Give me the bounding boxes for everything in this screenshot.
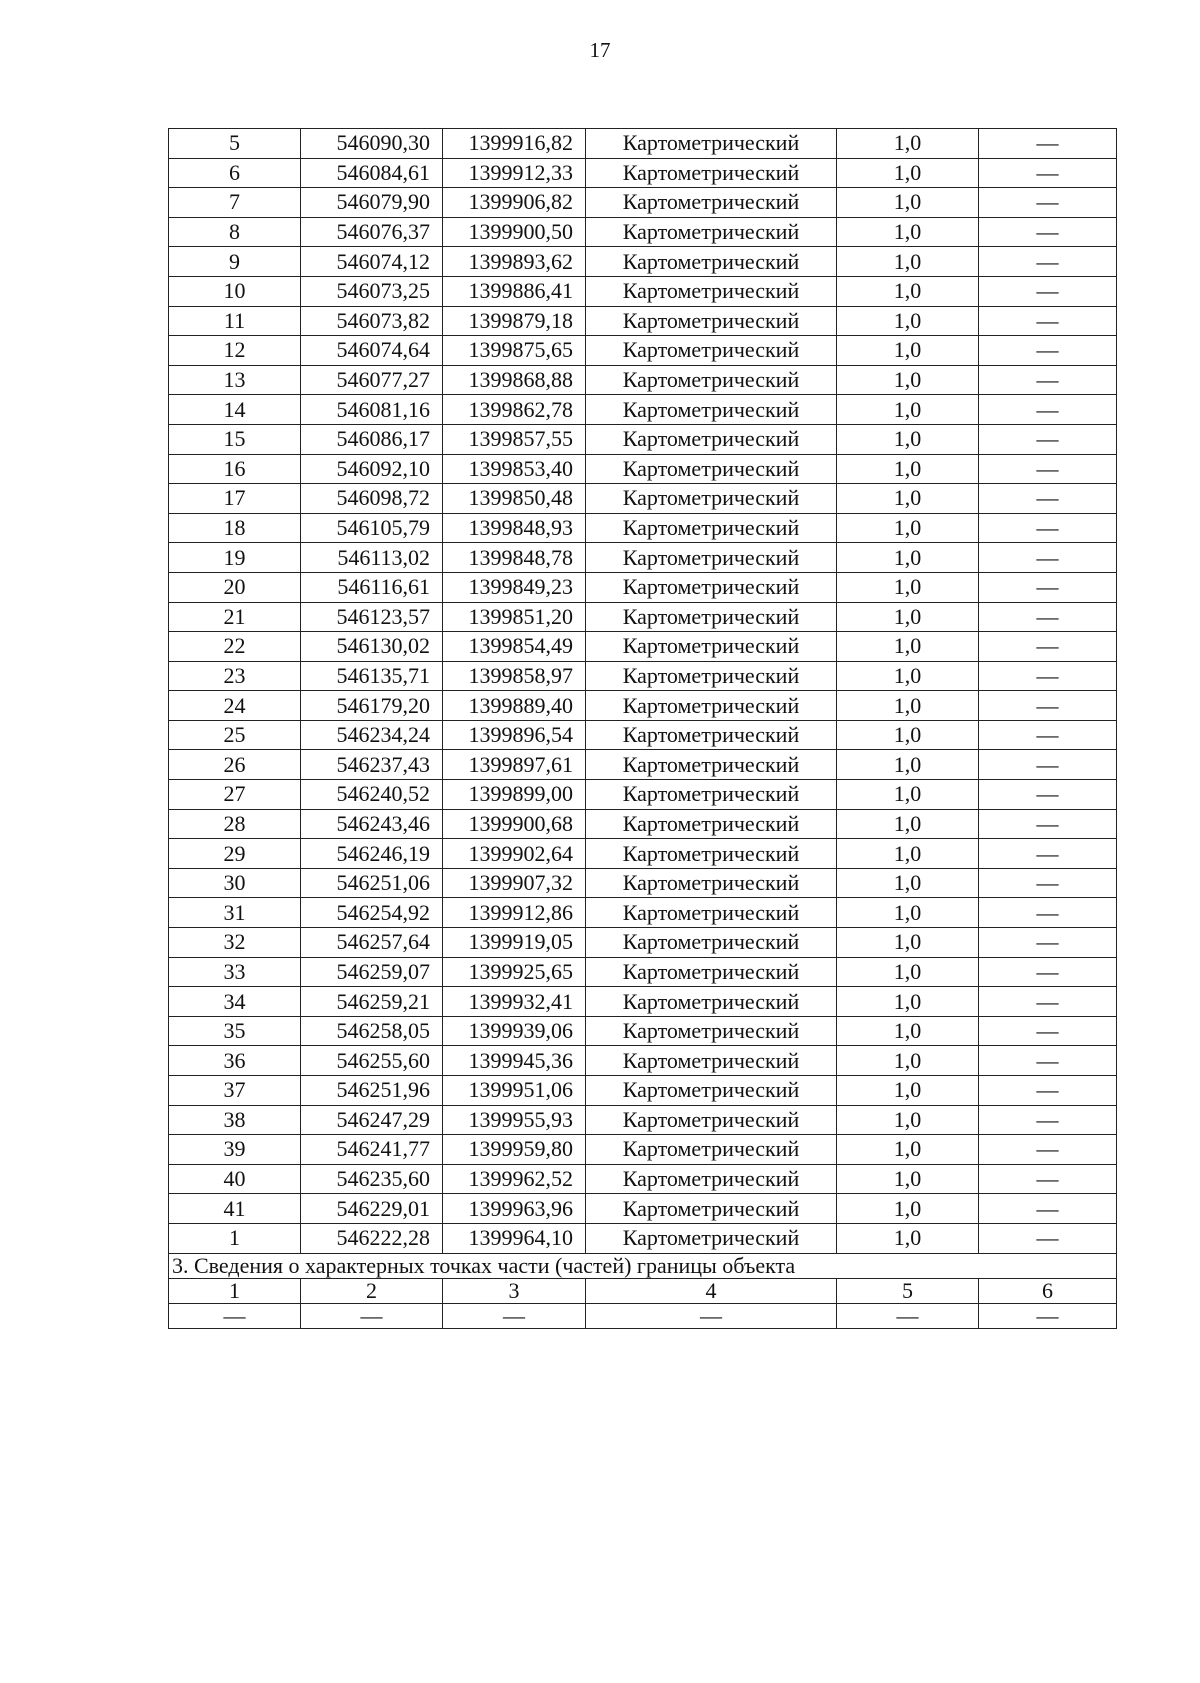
- method-cell: Картометрический: [586, 572, 837, 602]
- x-coordinate-cell: 546077,27: [301, 365, 443, 395]
- note-cell: —: [979, 217, 1117, 247]
- y-coordinate-cell: 1399893,62: [443, 247, 586, 277]
- accuracy-cell: 1,0: [837, 661, 979, 691]
- point-number-cell: 19: [169, 543, 301, 573]
- point-number-cell: 21: [169, 602, 301, 632]
- x-coordinate-cell: 546254,92: [301, 898, 443, 928]
- y-coordinate-cell: 1399906,82: [443, 188, 586, 218]
- x-coordinate-cell: 546235,60: [301, 1164, 443, 1194]
- y-coordinate-cell: 1399902,64: [443, 839, 586, 869]
- method-cell: Картометрический: [586, 188, 837, 218]
- accuracy-cell: 1,0: [837, 484, 979, 514]
- note-cell: —: [979, 957, 1117, 987]
- point-number-cell: 9: [169, 247, 301, 277]
- y-coordinate-cell: 1399868,88: [443, 365, 586, 395]
- y-coordinate-cell: 1399851,20: [443, 602, 586, 632]
- y-coordinate-cell: 1399886,41: [443, 276, 586, 306]
- point-number-cell: 6: [169, 158, 301, 188]
- table-row: [169, 129, 1117, 159]
- accuracy-cell: 1,0: [837, 691, 979, 721]
- point-number-cell: 34: [169, 987, 301, 1017]
- section-3-header-cell: 2: [301, 1278, 443, 1303]
- accuracy-cell: 1,0: [837, 898, 979, 928]
- y-coordinate-cell: 1399899,00: [443, 780, 586, 810]
- table-row: [169, 868, 1117, 898]
- point-number-cell: 35: [169, 1016, 301, 1046]
- table-row: [169, 188, 1117, 218]
- method-cell: Картометрический: [586, 1164, 837, 1194]
- y-coordinate-cell: 1399854,49: [443, 632, 586, 662]
- table-row: [169, 780, 1117, 810]
- method-cell: Картометрический: [586, 129, 837, 159]
- y-coordinate-cell: 1399900,50: [443, 217, 586, 247]
- x-coordinate-cell: 546081,16: [301, 395, 443, 425]
- note-cell: —: [979, 395, 1117, 425]
- x-coordinate-cell: 546229,01: [301, 1194, 443, 1224]
- note-cell: —: [979, 868, 1117, 898]
- x-coordinate-cell: 546259,21: [301, 987, 443, 1017]
- table-row: [169, 158, 1117, 188]
- point-number-cell: 29: [169, 839, 301, 869]
- y-coordinate-cell: 1399962,52: [443, 1164, 586, 1194]
- table-row: [169, 217, 1117, 247]
- point-number-cell: 15: [169, 424, 301, 454]
- point-number-cell: 11: [169, 306, 301, 336]
- method-cell: Картометрический: [586, 928, 837, 958]
- table-row: [169, 720, 1117, 750]
- point-number-cell: 27: [169, 780, 301, 810]
- x-coordinate-cell: 546130,02: [301, 632, 443, 662]
- method-cell: Картометрический: [586, 217, 837, 247]
- y-coordinate-cell: 1399848,93: [443, 513, 586, 543]
- y-coordinate-cell: 1399849,23: [443, 572, 586, 602]
- point-number-cell: 1: [169, 1223, 301, 1253]
- note-cell: —: [979, 365, 1117, 395]
- x-coordinate-cell: 546243,46: [301, 809, 443, 839]
- point-number-cell: 10: [169, 276, 301, 306]
- point-number-cell: 38: [169, 1105, 301, 1135]
- method-cell: Картометрический: [586, 661, 837, 691]
- y-coordinate-cell: 1399900,68: [443, 809, 586, 839]
- method-cell: Картометрический: [586, 395, 837, 425]
- table-row: [169, 395, 1117, 425]
- method-cell: Картометрический: [586, 987, 837, 1017]
- point-number-cell: 31: [169, 898, 301, 928]
- note-cell: —: [979, 454, 1117, 484]
- point-number-cell: 23: [169, 661, 301, 691]
- x-coordinate-cell: 546246,19: [301, 839, 443, 869]
- table-row: [169, 632, 1117, 662]
- note-cell: —: [979, 1046, 1117, 1076]
- x-coordinate-cell: 546079,90: [301, 188, 443, 218]
- table-row: [169, 1164, 1117, 1194]
- point-number-cell: 33: [169, 957, 301, 987]
- points-table: [168, 128, 1117, 1329]
- section-3-title-row: [169, 1253, 1117, 1278]
- table-row: [169, 987, 1117, 1017]
- method-cell: Картометрический: [586, 513, 837, 543]
- x-coordinate-cell: 546241,77: [301, 1135, 443, 1165]
- section-3-empty-cell: —: [443, 1303, 586, 1328]
- note-cell: —: [979, 691, 1117, 721]
- accuracy-cell: 1,0: [837, 543, 979, 573]
- note-cell: —: [979, 1135, 1117, 1165]
- method-cell: Картометрический: [586, 632, 837, 662]
- note-cell: —: [979, 424, 1117, 454]
- note-cell: —: [979, 750, 1117, 780]
- y-coordinate-cell: 1399963,96: [443, 1194, 586, 1224]
- y-coordinate-cell: 1399853,40: [443, 454, 586, 484]
- note-cell: —: [979, 780, 1117, 810]
- accuracy-cell: 1,0: [837, 928, 979, 958]
- accuracy-cell: 1,0: [837, 276, 979, 306]
- method-cell: Картометрический: [586, 602, 837, 632]
- method-cell: Картометрический: [586, 276, 837, 306]
- page-number: 17: [589, 38, 611, 62]
- accuracy-cell: 1,0: [837, 188, 979, 218]
- note-cell: —: [979, 898, 1117, 928]
- y-coordinate-cell: 1399912,33: [443, 158, 586, 188]
- accuracy-cell: 1,0: [837, 1105, 979, 1135]
- section-3-header-cell: 1: [169, 1278, 301, 1303]
- note-cell: —: [979, 247, 1117, 277]
- point-number-cell: 30: [169, 868, 301, 898]
- x-coordinate-cell: 546135,71: [301, 661, 443, 691]
- table-row: [169, 543, 1117, 573]
- note-cell: —: [979, 188, 1117, 218]
- method-cell: Картометрический: [586, 1223, 837, 1253]
- note-cell: —: [979, 336, 1117, 366]
- method-cell: Картометрический: [586, 306, 837, 336]
- method-cell: Картометрический: [586, 691, 837, 721]
- table-row: [169, 1135, 1117, 1165]
- x-coordinate-cell: 546247,29: [301, 1105, 443, 1135]
- method-cell: Картометрический: [586, 720, 837, 750]
- section-3-header-cell: 6: [979, 1278, 1117, 1303]
- note-cell: —: [979, 1194, 1117, 1224]
- accuracy-cell: 1,0: [837, 809, 979, 839]
- section-3-empty-cell: —: [586, 1303, 837, 1328]
- x-coordinate-cell: 546237,43: [301, 750, 443, 780]
- x-coordinate-cell: 546179,20: [301, 691, 443, 721]
- y-coordinate-cell: 1399916,82: [443, 129, 586, 159]
- points-table-body: [169, 129, 1117, 1254]
- y-coordinate-cell: 1399896,54: [443, 720, 586, 750]
- x-coordinate-cell: 546105,79: [301, 513, 443, 543]
- y-coordinate-cell: 1399955,93: [443, 1105, 586, 1135]
- table-row: [169, 424, 1117, 454]
- accuracy-cell: 1,0: [837, 839, 979, 869]
- method-cell: Картометрический: [586, 1046, 837, 1076]
- x-coordinate-cell: 546240,52: [301, 780, 443, 810]
- accuracy-cell: 1,0: [837, 365, 979, 395]
- note-cell: —: [979, 661, 1117, 691]
- note-cell: —: [979, 572, 1117, 602]
- point-number-cell: 26: [169, 750, 301, 780]
- point-number-cell: 5: [169, 129, 301, 159]
- table-row: [169, 1016, 1117, 1046]
- method-cell: Картометрический: [586, 158, 837, 188]
- table-row: [169, 276, 1117, 306]
- accuracy-cell: 1,0: [837, 217, 979, 247]
- section-3-header-row: [169, 1278, 1117, 1303]
- point-number-cell: 36: [169, 1046, 301, 1076]
- table-row: [169, 1076, 1117, 1106]
- method-cell: Картометрический: [586, 1076, 837, 1106]
- note-cell: —: [979, 809, 1117, 839]
- method-cell: Картометрический: [586, 839, 837, 869]
- method-cell: Картометрический: [586, 484, 837, 514]
- table-row: [169, 484, 1117, 514]
- x-coordinate-cell: 546084,61: [301, 158, 443, 188]
- point-number-cell: 24: [169, 691, 301, 721]
- y-coordinate-cell: 1399939,06: [443, 1016, 586, 1046]
- y-coordinate-cell: 1399850,48: [443, 484, 586, 514]
- point-number-cell: 17: [169, 484, 301, 514]
- table-row: [169, 454, 1117, 484]
- table-row: [169, 336, 1117, 366]
- accuracy-cell: 1,0: [837, 454, 979, 484]
- note-cell: —: [979, 484, 1117, 514]
- y-coordinate-cell: 1399858,97: [443, 661, 586, 691]
- accuracy-cell: 1,0: [837, 602, 979, 632]
- y-coordinate-cell: 1399951,06: [443, 1076, 586, 1106]
- section-3-empty-cell: —: [837, 1303, 979, 1328]
- accuracy-cell: 1,0: [837, 306, 979, 336]
- table-row: [169, 1105, 1117, 1135]
- accuracy-cell: 1,0: [837, 1164, 979, 1194]
- x-coordinate-cell: 546257,64: [301, 928, 443, 958]
- x-coordinate-cell: 546073,82: [301, 306, 443, 336]
- section-3-empty-cell: —: [979, 1303, 1117, 1328]
- table-row: [169, 750, 1117, 780]
- point-number-cell: 41: [169, 1194, 301, 1224]
- x-coordinate-cell: 546259,07: [301, 957, 443, 987]
- table-row: [169, 957, 1117, 987]
- note-cell: —: [979, 129, 1117, 159]
- point-number-cell: 32: [169, 928, 301, 958]
- point-number-cell: 39: [169, 1135, 301, 1165]
- y-coordinate-cell: 1399862,78: [443, 395, 586, 425]
- y-coordinate-cell: 1399932,41: [443, 987, 586, 1017]
- method-cell: Картометрический: [586, 543, 837, 573]
- table-row: [169, 809, 1117, 839]
- point-number-cell: 22: [169, 632, 301, 662]
- table-row: [169, 839, 1117, 869]
- accuracy-cell: 1,0: [837, 1076, 979, 1106]
- note-cell: —: [979, 987, 1117, 1017]
- note-cell: —: [979, 602, 1117, 632]
- method-cell: Картометрический: [586, 809, 837, 839]
- accuracy-cell: 1,0: [837, 1223, 979, 1253]
- x-coordinate-cell: 546090,30: [301, 129, 443, 159]
- y-coordinate-cell: 1399919,05: [443, 928, 586, 958]
- note-cell: —: [979, 543, 1117, 573]
- accuracy-cell: 1,0: [837, 957, 979, 987]
- x-coordinate-cell: 546113,02: [301, 543, 443, 573]
- point-number-cell: 28: [169, 809, 301, 839]
- note-cell: —: [979, 839, 1117, 869]
- note-cell: —: [979, 1223, 1117, 1253]
- y-coordinate-cell: 1399959,80: [443, 1135, 586, 1165]
- method-cell: Картометрический: [586, 898, 837, 928]
- x-coordinate-cell: 546086,17: [301, 424, 443, 454]
- point-number-cell: 7: [169, 188, 301, 218]
- accuracy-cell: 1,0: [837, 158, 979, 188]
- y-coordinate-cell: 1399857,55: [443, 424, 586, 454]
- table-row: [169, 513, 1117, 543]
- x-coordinate-cell: 546074,12: [301, 247, 443, 277]
- y-coordinate-cell: 1399907,32: [443, 868, 586, 898]
- x-coordinate-cell: 546234,24: [301, 720, 443, 750]
- accuracy-cell: 1,0: [837, 572, 979, 602]
- accuracy-cell: 1,0: [837, 129, 979, 159]
- table-row: [169, 572, 1117, 602]
- y-coordinate-cell: 1399925,65: [443, 957, 586, 987]
- x-coordinate-cell: 546074,64: [301, 336, 443, 366]
- section-3: [169, 1253, 1117, 1328]
- section-3-empty-row: [169, 1303, 1117, 1328]
- table-row: [169, 1194, 1117, 1224]
- section-3-header-cell: 3: [443, 1278, 586, 1303]
- point-number-cell: 25: [169, 720, 301, 750]
- accuracy-cell: 1,0: [837, 1016, 979, 1046]
- table-row: [169, 928, 1117, 958]
- accuracy-cell: 1,0: [837, 780, 979, 810]
- x-coordinate-cell: 546255,60: [301, 1046, 443, 1076]
- accuracy-cell: 1,0: [837, 247, 979, 277]
- note-cell: —: [979, 632, 1117, 662]
- accuracy-cell: 1,0: [837, 424, 979, 454]
- accuracy-cell: 1,0: [837, 750, 979, 780]
- y-coordinate-cell: 1399875,65: [443, 336, 586, 366]
- section-3-empty-cell: —: [301, 1303, 443, 1328]
- section-3-header-cell: 5: [837, 1278, 979, 1303]
- y-coordinate-cell: 1399848,78: [443, 543, 586, 573]
- note-cell: —: [979, 1164, 1117, 1194]
- accuracy-cell: 1,0: [837, 513, 979, 543]
- method-cell: Картометрический: [586, 424, 837, 454]
- point-number-cell: 18: [169, 513, 301, 543]
- note-cell: —: [979, 1105, 1117, 1135]
- accuracy-cell: 1,0: [837, 1135, 979, 1165]
- accuracy-cell: 1,0: [837, 720, 979, 750]
- method-cell: Картометрический: [586, 750, 837, 780]
- y-coordinate-cell: 1399889,40: [443, 691, 586, 721]
- note-cell: —: [979, 306, 1117, 336]
- table-row: [169, 691, 1117, 721]
- point-number-cell: 12: [169, 336, 301, 366]
- method-cell: Картометрический: [586, 247, 837, 277]
- x-coordinate-cell: 546073,25: [301, 276, 443, 306]
- y-coordinate-cell: 1399879,18: [443, 306, 586, 336]
- note-cell: —: [979, 1016, 1117, 1046]
- table-row: [169, 602, 1117, 632]
- section-3-header-cell: 4: [586, 1278, 837, 1303]
- note-cell: —: [979, 276, 1117, 306]
- point-number-cell: 8: [169, 217, 301, 247]
- table-row: [169, 365, 1117, 395]
- accuracy-cell: 1,0: [837, 632, 979, 662]
- x-coordinate-cell: 546092,10: [301, 454, 443, 484]
- method-cell: Картометрический: [586, 1105, 837, 1135]
- method-cell: Картометрический: [586, 868, 837, 898]
- point-number-cell: 13: [169, 365, 301, 395]
- point-number-cell: 16: [169, 454, 301, 484]
- method-cell: Картометрический: [586, 1135, 837, 1165]
- point-number-cell: 20: [169, 572, 301, 602]
- method-cell: Картометрический: [586, 1016, 837, 1046]
- method-cell: Картометрический: [586, 336, 837, 366]
- accuracy-cell: 1,0: [837, 1046, 979, 1076]
- note-cell: —: [979, 513, 1117, 543]
- table-row: [169, 661, 1117, 691]
- accuracy-cell: 1,0: [837, 336, 979, 366]
- method-cell: Картометрический: [586, 957, 837, 987]
- x-coordinate-cell: 546116,61: [301, 572, 443, 602]
- y-coordinate-cell: 1399964,10: [443, 1223, 586, 1253]
- x-coordinate-cell: 546123,57: [301, 602, 443, 632]
- accuracy-cell: 1,0: [837, 868, 979, 898]
- y-coordinate-cell: 1399912,86: [443, 898, 586, 928]
- x-coordinate-cell: 546076,37: [301, 217, 443, 247]
- method-cell: Картометрический: [586, 780, 837, 810]
- x-coordinate-cell: 546251,06: [301, 868, 443, 898]
- method-cell: Картометрический: [586, 365, 837, 395]
- table-row: [169, 1223, 1117, 1253]
- x-coordinate-cell: 546222,28: [301, 1223, 443, 1253]
- note-cell: —: [979, 158, 1117, 188]
- point-number-cell: 40: [169, 1164, 301, 1194]
- note-cell: —: [979, 1076, 1117, 1106]
- accuracy-cell: 1,0: [837, 987, 979, 1017]
- point-number-cell: 37: [169, 1076, 301, 1106]
- section-3-title: 3. Сведения о характерных точках части (частей) границы объекта: [169, 1253, 1117, 1278]
- point-number-cell: 14: [169, 395, 301, 425]
- accuracy-cell: 1,0: [837, 395, 979, 425]
- table-row: [169, 898, 1117, 928]
- table-row: [169, 247, 1117, 277]
- y-coordinate-cell: 1399897,61: [443, 750, 586, 780]
- x-coordinate-cell: 546251,96: [301, 1076, 443, 1106]
- note-cell: —: [979, 928, 1117, 958]
- method-cell: Картометрический: [586, 454, 837, 484]
- x-coordinate-cell: 546258,05: [301, 1016, 443, 1046]
- y-coordinate-cell: 1399945,36: [443, 1046, 586, 1076]
- table-row: [169, 306, 1117, 336]
- x-coordinate-cell: 546098,72: [301, 484, 443, 514]
- note-cell: —: [979, 720, 1117, 750]
- method-cell: Картометрический: [586, 1194, 837, 1224]
- accuracy-cell: 1,0: [837, 1194, 979, 1224]
- table-row: [169, 1046, 1117, 1076]
- section-3-empty-cell: —: [169, 1303, 301, 1328]
